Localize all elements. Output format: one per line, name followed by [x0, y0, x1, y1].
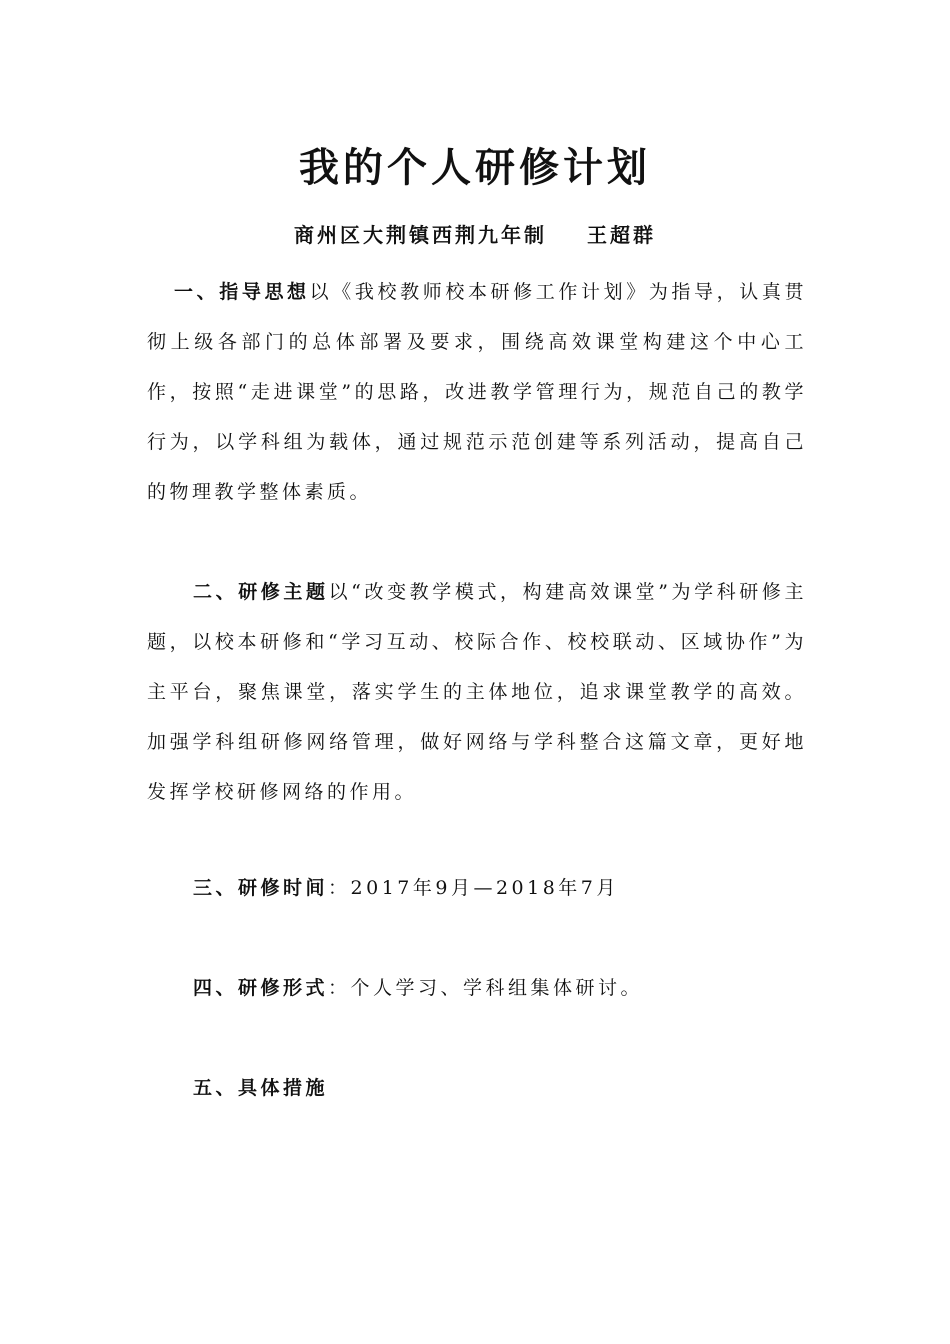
- section-heading: 一、指导思想: [174, 281, 310, 303]
- section-heading: 二、研修主题: [193, 581, 329, 603]
- section-text: 以《我校教师校本研修工作计划》为指导，认真贯彻上级各部门的总体部署及要求，围绕高效课堂构建这个中心工作，按照“走进课堂”的思路，改进教学管理行为，规范自己的教学行为，以学科组为载体，通过规范示范创建等系列活动，提高自己的物理教学整体素质。: [147, 281, 807, 503]
- author-unit: 商州区大荆镇西荆九年制: [294, 223, 547, 247]
- section-text: ：2017年9月—2018年7月: [328, 877, 619, 899]
- section-guiding-ideology: [147, 267, 807, 517]
- section-heading: 四、研修形式: [193, 977, 329, 999]
- section-specific-measures: [193, 1073, 328, 1103]
- section-text: 以“改变教学模式，构建高效课堂”为学科研修主题，以校本研修和“学习互动、校际合作、校校联动、区域协作”为主平台，聚焦课堂，落实学生的主体地位，追求课堂教学的高效。加强学科组研修网络管理，做好网络与学科整合这篇文章，更好地发挥学校研修网络的作用。: [147, 581, 807, 803]
- section-text: ：个人学习、学科组集体研讨。: [328, 977, 644, 999]
- section-research-form: [193, 973, 643, 1003]
- author-name: 王超群: [587, 223, 656, 247]
- section-heading: 三、研修时间: [193, 877, 329, 899]
- section-research-theme: [147, 567, 807, 817]
- section-heading: 五、具体措施: [193, 1077, 329, 1099]
- section-research-time: [193, 873, 619, 903]
- author-line: [0, 220, 950, 250]
- document-title: 我的个人研修计划: [299, 144, 651, 191]
